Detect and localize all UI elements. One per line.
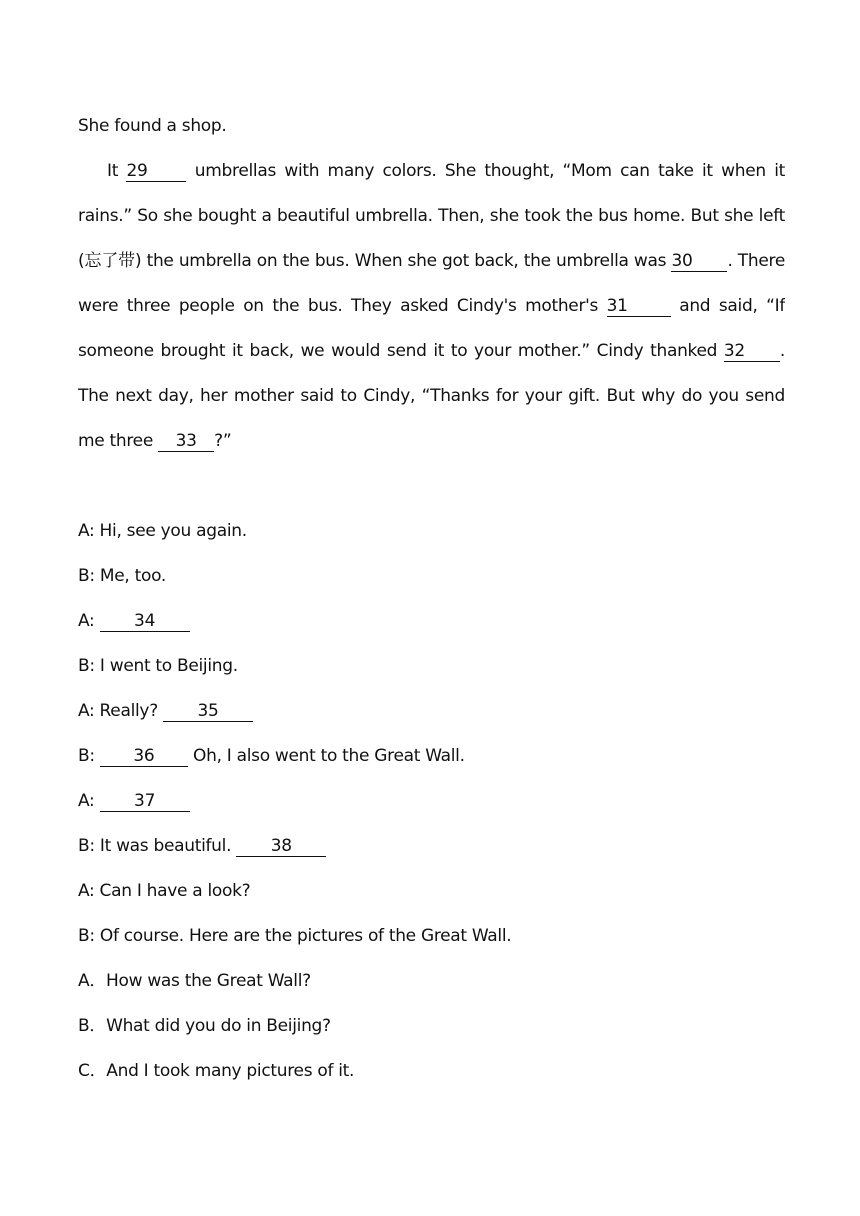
story-text: umbrellas with many colors. She thought, “Mom can take it when it (194, 161, 785, 181)
story-line-2 (78, 149, 785, 194)
story-text: (忘了带) the umbrella on the bus. When she got back, the umbrella was (78, 251, 667, 271)
option-b (78, 1004, 785, 1049)
blank-33[interactable]: 33 (158, 431, 214, 452)
option-text: C．And I took many pictures of it. (78, 1061, 355, 1081)
story-line-6 (78, 329, 785, 374)
dialogue-text: A: Can I have a look? (78, 881, 251, 901)
dialogue-text: B: It was beautiful. (78, 836, 232, 856)
story-text: . (779, 341, 785, 361)
story-line-5 (78, 284, 785, 329)
blank-29[interactable]: 29 (126, 161, 186, 182)
option-a (78, 959, 785, 1004)
blank-36[interactable]: 36 (100, 746, 188, 767)
dialogue-line-8 (78, 824, 785, 869)
blank-37[interactable]: 37 (100, 791, 190, 812)
dialogue-text: A: Hi, see you again. (78, 521, 247, 541)
dialogue-line-3 (78, 599, 785, 644)
option-text: B．What did you do in Beijing? (78, 1016, 331, 1036)
dialogue-line-6 (78, 734, 785, 779)
blank-34[interactable]: 34 (100, 611, 190, 632)
blank-31[interactable]: 31 (607, 296, 671, 317)
story-text: . There (727, 251, 785, 271)
blank-30[interactable]: 30 (671, 251, 727, 272)
dialogue-text: Oh, I also went to the Great Wall. (193, 746, 465, 766)
story-line-8 (78, 419, 785, 464)
dialogue-line-9 (78, 869, 785, 914)
story-text: someone brought it back, we would send it to your mother.” Cindy thanked (78, 341, 718, 361)
dialogue-text: A: Really? (78, 701, 158, 721)
document-page (78, 104, 785, 1094)
story-text: ?” (214, 431, 232, 451)
option-text: A．How was the Great Wall? (78, 971, 311, 991)
blank-35[interactable]: 35 (163, 701, 253, 722)
dialogue-text: A: (78, 791, 95, 811)
story-line-4 (78, 239, 785, 284)
dialogue-text: B: I went to Beijing. (78, 656, 238, 676)
dialogue-line-7 (78, 779, 785, 824)
story-line-3 (78, 194, 785, 239)
dialogue-text: B: Me, too. (78, 566, 167, 586)
dialogue-text: B: (78, 746, 95, 766)
dialogue-line-4 (78, 644, 785, 689)
dialogue-line-10 (78, 914, 785, 959)
story-text: and said, “If (679, 296, 785, 316)
story-text: rains.” So she bought a beautiful umbrella. Then, she took the bus home. But she left (78, 206, 785, 226)
story-line-1 (78, 104, 785, 149)
blank-38[interactable]: 38 (236, 836, 326, 857)
dialogue-line-1 (78, 509, 785, 554)
story-text: were three people on the bus. They asked Cindy's mother's (78, 296, 599, 316)
dialogue-line-5 (78, 689, 785, 734)
section-gap (78, 464, 785, 509)
dialogue-line-2 (78, 554, 785, 599)
blank-32[interactable]: 32 (724, 341, 780, 362)
story-text: me three (78, 431, 153, 451)
story-text: The next day, her mother said to Cindy, “Thanks for your gift. But why do you send (78, 386, 785, 406)
option-c (78, 1049, 785, 1094)
dialogue-text: B: Of course. Here are the pictures of the Great Wall. (78, 926, 512, 946)
story-line-7 (78, 374, 785, 419)
dialogue-text: A: (78, 611, 95, 631)
story-text: She found a shop. (78, 116, 227, 136)
story-text: It (107, 161, 119, 181)
